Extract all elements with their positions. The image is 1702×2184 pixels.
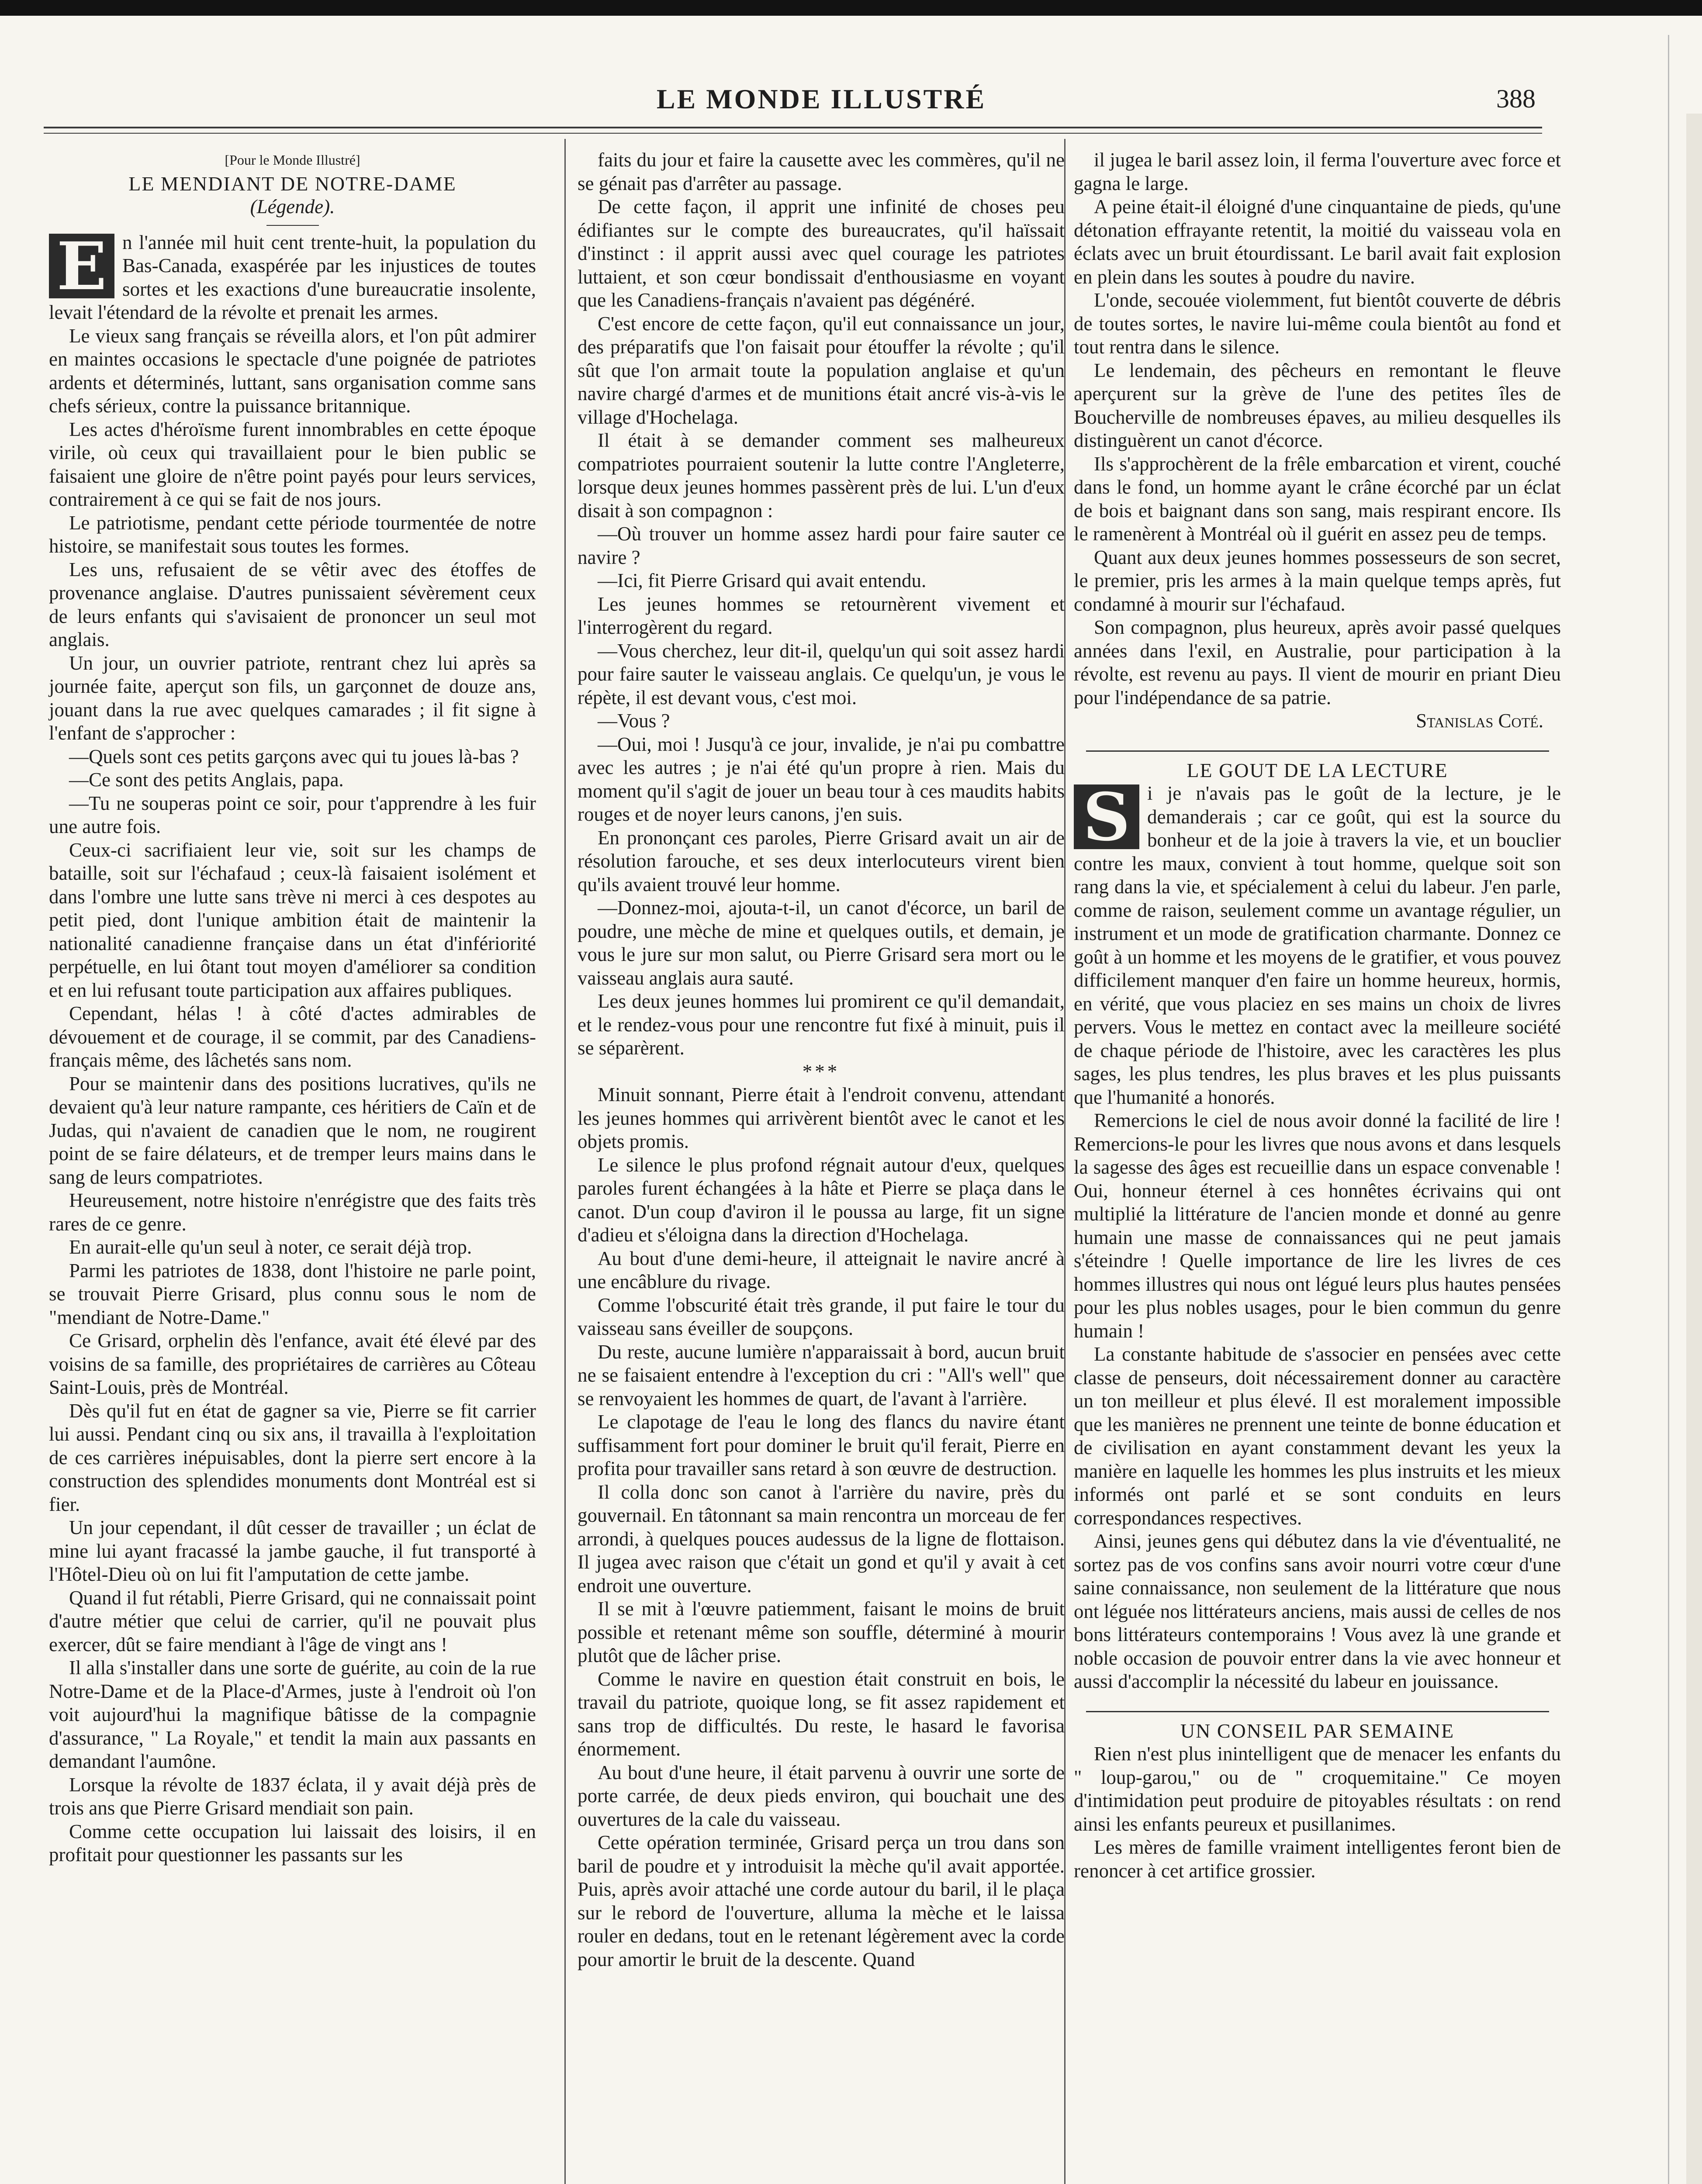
paragraph: Comme cette occupation lui laissait des loisirs, il en profitait pour questionner les passants sur les xyxy=(49,1820,536,1866)
paragraph: Au bout d'une demi-heure, il atteignait le navire ancré à une encâblure du rivage. xyxy=(578,1247,1065,1292)
column-1 xyxy=(49,149,536,1867)
paragraph: Quant aux deux jeunes hommes possesseurs de son secret, le premier, pris les armes à la main quelque temps après, fut condamné à mourir sur l'échafaud. xyxy=(1074,546,1561,615)
paragraph: Cependant, hélas ! à côté d'actes admirables de dévouement et de courage, il se commit, par des Canadiens-français même, des lâchetés sans nom. xyxy=(49,1002,536,1071)
paragraph: Le patriotisme, pendant cette période tourmentée de notre histoire, se manifestait sous toutes les formes. xyxy=(49,511,536,557)
paragraph: —Quels sont ces petits garçons avec qui tu joues là-bas ? xyxy=(69,745,519,767)
paragraph: Quand il fut rétabli, Pierre Grisard, qui ne connaissait point d'autre métier que celui de carrier, qu'il ne pouvait plus exercer, dût se faire mendiant à l'âge de vingt ans ! xyxy=(49,1586,536,1655)
lead-paragraph xyxy=(49,228,536,325)
paragraph: Parmi les patriotes de 1838, dont l'histoire ne parle point, se trouvait Pierre Grisard, plus connu sous le nom de "mendiant de Notre-Dame." xyxy=(49,1259,536,1328)
adjacent-page-edge xyxy=(1686,114,1702,2184)
paragraph: Pour se maintenir dans des positions lucratives, qu'ils ne devaient qu'à leur nature rampante, ces héritiers de Caïn et de Judas, qui n'avaient de canadien que le nom, ne rougirent point de se faire délateurs, et de tremper leurs mains dans le sang de leurs compatriotes. xyxy=(49,1072,536,1188)
paragraph: En aurait-elle qu'un seul à noter, ce serait déjà trop. xyxy=(69,1236,472,1258)
paragraph: Au bout d'une heure, il était parvenu à ouvrir une sorte de porte carrée, de deux pieds environ, qui bouchait une des ouvertures de la cale du vaisseau. xyxy=(578,1761,1065,1830)
paragraph: Les mères de famille vraiment intelligentes feront bien de renoncer à cet artifice grossier. xyxy=(1074,1836,1561,1882)
paragraph: Rien n'est plus inintelligent que de menacer les enfants du " loup-garou," ou de " croquemitaine." Ce moyen d'intimidation peut produire de pitoyables résultats : on rend ainsi les enfants peureux et pusillanimes. xyxy=(1074,1743,1561,1835)
paragraph: Cette opération terminée, Grisard perça un trou dans son baril de poudre et y introduisit la mèche qu'il avait apportée. Puis, après avoir attaché une corde autour du baril, il le plaça sur le rebord de l'ouverture, alluma la mèche et le laissa rouler en dedans, tout en le retenant légèrement avec la corde pour amortir le bruit de la descente. Quand xyxy=(578,1832,1065,1970)
paragraph: Du reste, aucune lumière n'apparaissait à bord, aucun bruit ne se faisaient entendre à l'exception du cri : "All's well" que se renvoyaient les hommes de quart, de l'avant à l'arrière. xyxy=(578,1341,1065,1410)
paragraph: Ce Grisard, orphelin dès l'enfance, avait été élevé par des voisins de sa famille, des propriétaires de carrières au Côteau Saint-Louis, près de Montréal. xyxy=(49,1330,536,1398)
paragraph: —Tu ne souperas point ce soir, pour t'apprendre à les fuir une autre fois. xyxy=(49,792,536,837)
page-gutter xyxy=(1668,35,1669,2184)
article-title: LE GOUT DE LA LECTURE xyxy=(1187,759,1448,781)
paragraph: —Oui, moi ! Jusqu'à ce jour, invalide, je n'ai pu combattre avec les autres ; je n'ai été qu'un propre à rien. Mais du moment qu'il s'agit de jouer un beau tour à ces maudits habits rouges et de noyer leurs canons, j'en suis. xyxy=(578,733,1065,825)
paragraph-list xyxy=(578,149,1065,1060)
paragraph: Il alla s'installer dans une sorte de guérite, au coin de la rue Notre-Dame et de la Place-d'Armes, juste à l'endroit où l'on voit aujourd'hui la magnifique bâtisse de la compagnie d'assurance, " La Royale," et tendit la main aux passants en demandant l'aumône. xyxy=(49,1657,536,1772)
lead-paragraph xyxy=(1074,779,1561,1109)
paragraph: Minuit sonnant, Pierre était à l'endroit convenu, attendant les jeunes hommes qui arrivèrent bientôt avec le canot et les objets promis. xyxy=(578,1084,1065,1152)
paragraph: C'est encore de cette façon, qu'il eut connaissance un jour, des préparatifs que l'on faisait pour étouffer la révolte ; qu'il sût que l'on armait toute la population anglaise et qu'un navire chargé d'armes et de munitions était ancré vis-à-vis le village d'Hochelaga. xyxy=(578,312,1065,428)
paragraph: Il était à se demander comment ses malheureux compatriotes pourraient soutenir la lutte contre l'Angleterre, lorsque deux jeunes hommes passèrent près de lui. L'un d'eux disait à son compagnon : xyxy=(578,429,1065,522)
paragraph: —Vous ? xyxy=(598,710,670,732)
article-subtitle: (Légende). xyxy=(250,196,335,218)
section-rule xyxy=(1086,1711,1549,1712)
paragraph: Le vieux sang français se réveilla alors, et l'on pût admirer en maintes occasions le spectacle d'une poignée de patriotes ardents et déterminés, luttant, sans organisation comme sans chefs sérieux, contre la puissance britannique. xyxy=(49,325,536,417)
paragraph-list xyxy=(578,1083,1065,1971)
paragraph: Comme le navire en question était construit en bois, le travail du patriote, quoique long, se fit assez rapidement et sans trop de difficultés. Du reste, le hasard le favorisa énormement. xyxy=(578,1668,1065,1760)
paragraph-list xyxy=(49,325,536,1867)
column-3 xyxy=(1074,149,1561,1883)
paragraph-list xyxy=(1074,1742,1561,1883)
paragraph: Son compagnon, plus heureux, après avoir passé quelques années dans l'exil, en Australie, pour participation à la révolte, est revenu au pays. Il vient de mourir en priant Dieu pour l'indépendance de sa patrie. xyxy=(1074,616,1561,708)
paragraph: Comme l'obscurité était très grande, il put faire le tour du vaisseau sans éveiller de soupçons. xyxy=(578,1294,1065,1339)
paragraph: Le lendemain, des pêcheurs en remontant le fleuve aperçurent sur la grève de l'une des petites îles de Boucherville de nombreuses épaves, au milieu desquelles ils distinguèrent un canot d'écorce. xyxy=(1074,359,1561,451)
section-stars: *** xyxy=(802,1060,840,1082)
paragraph: Les jeunes hommes se retournèrent vivement et l'interrogèrent du regard. xyxy=(578,593,1065,638)
paragraph: —Vous cherchez, leur dit-il, quelqu'un qui soit assez hardi pour faire sauter le vaisseau anglais. Ce quelqu'un, je vous le répète, il est devant vous, c'est moi. xyxy=(578,639,1065,708)
paragraph: Le silence le plus profond régnait autour d'eux, quelques paroles furent échangées à la hâte et Pierre se plaça dans le canot. D'un coup d'aviron il le poussa au large, fit un signe d'adieu et s'éloigna dans la direction d'Hochelaga. xyxy=(578,1154,1065,1246)
paragraph: —Où trouver un homme assez hardi pour faire sauter ce navire ? xyxy=(578,523,1065,568)
paragraph-list xyxy=(1074,1109,1561,1693)
paragraph-text: n l'année mil huit cent trente-huit, la population du Bas-Canada, exaspérée par les injustices de toutes sortes et les exactions d'une bureaucratie insolente, levait l'étendard de la révolte et prenait les armes. xyxy=(49,231,536,323)
paragraph: il jugea le baril assez loin, il ferma l'ouverture avec force et gagna le large. xyxy=(1074,149,1561,194)
drop-cap: E xyxy=(49,234,114,298)
paragraph: Remercions le ciel de nous avoir donné la facilité de lire ! Remercions-le pour les livres que nous avons et dans lesquels la sagesse des âges est recueillie dans un espace convenable ! Oui, honneur éternel à ces honnêtes écrivains qui ont multiplié la littérature de l'ancien monde et donné au genre humain une masse de connaissances qui ne peut jamais s'éteindre ! Quelle importance de lire les livres de ces hommes illustres qui nous ont légué leurs plus hautes pensées pour les plus nobles usages, pour le bien commun du genre humain ! xyxy=(1074,1109,1561,1342)
section-rule xyxy=(1086,750,1549,752)
paragraph: L'onde, secouée violemment, fut bientôt couverte de débris de toutes sortes, le navire lui-même coula bientôt au fond et tout rentra dans le silence. xyxy=(1074,289,1561,358)
title-rule xyxy=(266,225,319,226)
paragraph: Ils s'approchèrent de la frêle embarcation et virent, couché dans le fond, un homme ayant le crâne écorché par un éclat de bois et baignant dans son sang, mais respirant encore. Ils le ramenèrent à Montréal où il guérit en assez peu de temps. xyxy=(1074,453,1561,545)
paragraph: Le clapotage de l'eau le long des flancs du navire étant suffisamment fort pour dominer le bruit qu'il ferait, Pierre en profita pour travailler sans retard à son œuvre de destruction. xyxy=(578,1411,1065,1479)
paragraph: —Ce sont des petits Anglais, papa. xyxy=(69,769,344,791)
header-rule-thin xyxy=(44,133,1542,134)
paragraph: Lorsque la révolte de 1837 éclata, il y avait déjà près de trois ans que Pierre Grisard mendiait son pain. xyxy=(49,1773,536,1819)
paragraph: Heureusement, notre histoire n'enrégistre que des faits très rares de ce genre. xyxy=(49,1189,536,1235)
drop-cap: S xyxy=(1074,784,1139,849)
paragraph-text: i je n'avais pas le goût de la lecture, je le demanderais ; car ce goût, qui est la source du bonheur et de la joie à travers la vie, et un bouclier contre les maux, convient à tout homme, quelque soit son rang dans la vie, et spécialement à celui du labeur. J'en parle, comme de raison, seulement comme un avantage régulier, un instrument et un mode de gratification charmante. Donnez ce goût à un homme et les moyens de le gratifier, et vous pouvez difficilement manquer d'en faire un homme heureux, hormis, en vérité, que vous placiez en ses mains un choix de livres pervers. Vous le mettez en contact avec la meilleure société de chaque période de l'histoire, avec les caractères les plus sages, les plus tendres, les plus braves et les plus puissants que l'humanité a honorés. xyxy=(1074,782,1561,1108)
paragraph: A peine était-il éloigné d'une cinquantaine de pieds, qu'une détonation effrayante retentit, la moitié du vaisseau vola en éclats avec un bruit étourdissant. Le baril avait fait explosion en plein dans les soutes à poudre du navire. xyxy=(1074,196,1561,288)
paragraph: De cette façon, il apprit une infinité de choses peu édifiantes sur le compte des bureaucrates, qu'il haïssait d'instinct : il apprit aussi avec quel courage les patriotes luttaient, et son cœur bondissait d'enthousiasme en voyant que les Canadiens-français n'avaient pas dégénéré. xyxy=(578,196,1065,311)
paragraph: faits du jour et faire la causette avec les commères, qu'il ne se génait pas d'arrêter au passage. xyxy=(578,149,1065,194)
article-source: [Pour le Monde Illustré] xyxy=(225,152,360,168)
paragraph: La constante habitude de s'associer en pensées avec cette classe de penseurs, doit nécessairement donner au caractère un ton meilleur et plus élevé. Il est moralement impossible que les manières ne prennent une teinte de bonne éducation et de civilisation en ayant constamment devant les yeux la manière en laquelle les hommes les plus instruits et les mieux informés ont parlé et se sont conduits en leurs correspondances respectives. xyxy=(1074,1343,1561,1529)
column-divider xyxy=(564,139,566,2184)
page-number: 388 xyxy=(1496,84,1536,113)
header-rule xyxy=(44,127,1542,128)
paragraph-list xyxy=(1074,149,1561,709)
paragraph: Ceux-ci sacrifiaient leur vie, soit sur les champs de bataille, soit sur l'échafaud ; ceux-là faisaient isolément et dans l'ombre une lutte sans trève ni merci à ces despotes au petit pied, dont l'unique ambition était de maintenir la nationalité canadienne française dans un état d'infériorité perpétuelle, en lui ôtant tout moyen d'améliorer sa condition et en lui refusant toute participation aux affaires publiques. xyxy=(49,839,536,1001)
page-top-border xyxy=(0,0,1702,16)
paragraph: Il colla donc son canot à l'arrière du navire, près du gouvernail. En tâtonnant sa main rencontra un morceau de fer arrondi, à quelques pouces audessus de la ligne de flottaison. Il jugea avec raison que c'était un gond et qu'il y avait à cet endroit une ouverture. xyxy=(578,1481,1065,1597)
paragraph: Il se mit à l'œuvre patiemment, faisant le moins de bruit possible et retenant même son souffle, déterminé à mourir plutôt que de lâcher prise. xyxy=(578,1598,1065,1666)
paragraph: Les actes d'héroïsme furent innombrables en cette époque virile, où ceux qui travaillaient pour le bien public se faisaient une gloire de n'être point payés pour leurs services, contrairement à ce qui se fait de nos jours. xyxy=(49,418,536,510)
paragraph: —Donnez-moi, ajouta-t-il, un canot d'écorce, un baril de poudre, une mèche de mine et quelques outils, et demain, je vous le jure sur mon salut, ou Pierre Grisard sera mort ou le vaisseau anglais aura sauté. xyxy=(578,897,1065,989)
paragraph: Les deux jeunes hommes lui promirent ce qu'il demandait, et le rendez-vous pour une rencontre fut fixé à minuit, puis il se séparèrent. xyxy=(578,990,1065,1059)
article-title: LE MENDIANT DE NOTRE-DAME xyxy=(128,172,457,195)
author-signature: Stanislas Coté. xyxy=(1416,710,1543,732)
paragraph: Dès qu'il fut en état de gagner sa vie, Pierre se fit carrier lui aussi. Pendant cinq ou six ans, il travailla à l'exploitation de ces carrières inépuisables, dont la pierre sert encore à la construction des splendides monuments dont Montréal est si fier. xyxy=(49,1400,536,1515)
paragraph: Les uns, refusaient de se vêtir avec des étoffes de provenance anglaise. D'autres punissaient sévèrement ceux de leurs enfants qui s'avisaient de prononcer un seul mot anglais. xyxy=(49,558,536,650)
paragraph: Un jour cependant, il dût cesser de travailler ; un éclat de mine lui ayant fracassé la jambe gauche, il fut transporté à l'Hôtel-Dieu où on lui fit l'amputation de cette jambe. xyxy=(49,1517,536,1585)
paragraph: Un jour, un ouvrier patriote, rentrant chez lui après sa journée faite, aperçut son fils, un garçonnet de douze ans, jouant dans la rue avec quelques camarades ; il fit signe à l'enfant de s'approcher : xyxy=(49,652,536,744)
column-2 xyxy=(578,149,1065,1971)
paragraph: En prononçant ces paroles, Pierre Grisard avait un air de résolution farouche, et ses deux interlocuteurs virent bien qu'ils avaient trouvé leur homme. xyxy=(578,826,1065,895)
article-title: UN CONSEIL PAR SEMAINE xyxy=(1180,1719,1455,1742)
paragraph: —Ici, fit Pierre Grisard qui avait entendu. xyxy=(598,570,927,591)
paragraph: Ainsi, jeunes gens qui débutez dans la vie d'éventualité, ne sortez pas de vos confins sans avoir nourri votre cœur d'une saine connaissance, non seulement de la littérature que nous ont léguée nos littérateurs anciens, mais aussi de celles de nos bons littérateurs contemporains ! Vous avez là une grande et noble occasion de pouvoir entrer dans la vie avec honneur et aussi d'accomplir la nécessité du labeur en jouissance. xyxy=(1074,1530,1561,1692)
newspaper-title: LE MONDE ILLUSTRÉ xyxy=(656,83,986,114)
